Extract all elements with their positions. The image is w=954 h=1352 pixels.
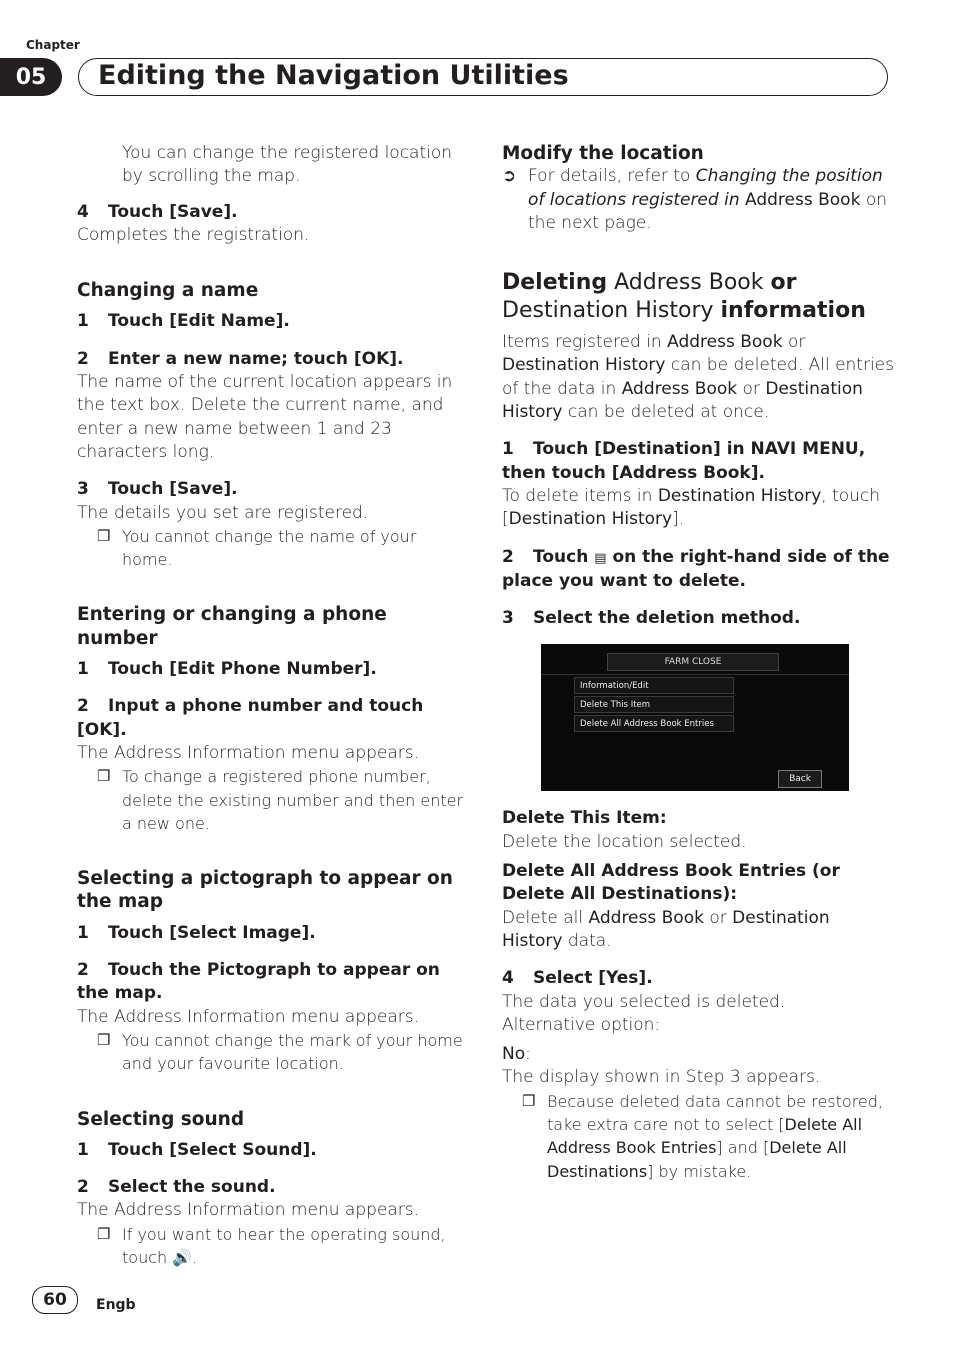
step-1: 1 Touch [Edit Name]. [77,311,290,332]
speaker-icon: 🔊 [172,1247,193,1267]
screen-title: FARM CLOSE [607,653,779,671]
step-2-body: The Address Information menu appears. [77,1006,420,1027]
checkbox-icon: ❐ [97,1224,111,1243]
section-heading-sound: Selecting sound [77,1108,245,1130]
step-2-body: The Address Information menu appears. [77,1200,420,1221]
alternative-option: Alternative option: [502,1014,661,1035]
step-1: 1 Touch [Edit Phone Number]. [77,659,377,680]
delete-this-item-body: Delete the location selected. [502,831,747,852]
checkbox-icon: ❐ [97,526,111,545]
step-3: 3 Select the deletion method. [502,608,801,629]
menu-item-delete-all[interactable]: Delete All Address Book Entries [574,715,734,732]
chapter-number: 05 [0,58,62,96]
step-1: 1 Touch [Select Image]. [77,922,316,943]
checkbox-icon: ❐ [522,1091,536,1110]
step-2: 2 Enter a new name; touch [OK]. [77,348,404,369]
step-1: 1 Touch [Select Sound]. [77,1139,317,1160]
arrow-right-icon: ➲ [502,166,517,187]
step-3: 3 Touch [Save]. [77,479,238,500]
step-2-body: The Address Information menu appears. [77,742,420,763]
step-2: 2 Touch ▤ on the right-hand side of the place you want to delete. [502,546,890,591]
list-icon: ▤ [594,550,607,566]
step-2: 2 Touch the Pictograph to appear on the map. [77,960,440,1004]
delete-this-item-label: Delete This Item: [502,808,667,829]
divider [541,674,849,675]
step-2: 2 Select the sound. [77,1177,276,1198]
page-number: 60 [32,1286,78,1314]
menu-item-information-edit[interactable]: Information/Edit [574,677,734,694]
no-option-body: The display shown in Step 3 appears. [502,1067,821,1088]
note: ❐ Because deleted data cannot be restored, take extra care not to select [Delete All Address Book Entries] and [Delete All Destinations] by mistake. [522,1091,883,1181]
section-heading-phone: Entering or changing a phone number [77,604,387,649]
step-4: 4 Touch [Save]. [77,201,238,222]
back-button[interactable]: Back [778,770,822,788]
language-code: Engb [96,1297,136,1313]
step-3-body: The details you set are registered. [77,502,369,523]
no-option: No: [502,1044,531,1065]
step-1: 1 Touch [Destination] in NAVI MENU, then touch [Address Book]. [502,439,866,483]
reference-note: ➲ For details, refer to Changing the position of locations registered in Address Book on the next page. [502,166,888,233]
checkbox-icon: ❐ [97,767,111,786]
screenshot-delete-menu [541,644,849,791]
menu-item-delete-this-item[interactable]: Delete This Item [574,696,734,713]
step-1-body: To delete items in Destination History, touch [Destination History]. [502,485,881,530]
page-title: Editing the Navigation Utilities [98,60,569,91]
right-column [502,142,894,1183]
step-2-body: The name of the current location appears in the text box. Delete the current name, and enter a new name between 1 and 23 characters long. [77,372,453,462]
section-heading-deleting: Deleting Address Book or Destination History information [502,270,866,324]
step-2: 2 Input a phone number and touch [OK]. [77,696,424,740]
section-heading-changing-name: Changing a name [77,280,259,302]
section-heading-pictograph: Selecting a pictograph to appear on the map [77,868,453,913]
checkbox-icon: ❐ [97,1030,111,1049]
note: ❐ You cannot change the name of your home. [97,526,417,570]
intro-text: You can change the registered location by scrolling the map. [122,143,453,187]
section-heading-modify: Modify the location [502,143,704,164]
delete-all-body: Delete all Address Book or Destination History data. [502,907,830,951]
note: ❐ If you want to hear the operating sound, touch 🔊. [97,1224,446,1267]
step-4-body: The data you selected is deleted. [502,991,786,1012]
chapter-label: Chapter [26,38,80,52]
step-4-body: Completes the registration. [77,224,310,245]
step-4: 4 Select [Yes]. [502,968,653,989]
note: ❐ You cannot change the mark of your home and your favourite location. [97,1030,463,1074]
note: ❐ To change a registered phone number, delete the existing number and then enter a new one. [97,767,464,833]
delete-all-label: Delete All Address Book Entries (or Delete All Destinations): [502,861,840,905]
deleting-intro: Items registered in Address Book or Destination History can be deleted. All entries of the data in Address Book or Destination History can be deleted at once. [502,332,894,423]
left-column [77,142,469,1269]
